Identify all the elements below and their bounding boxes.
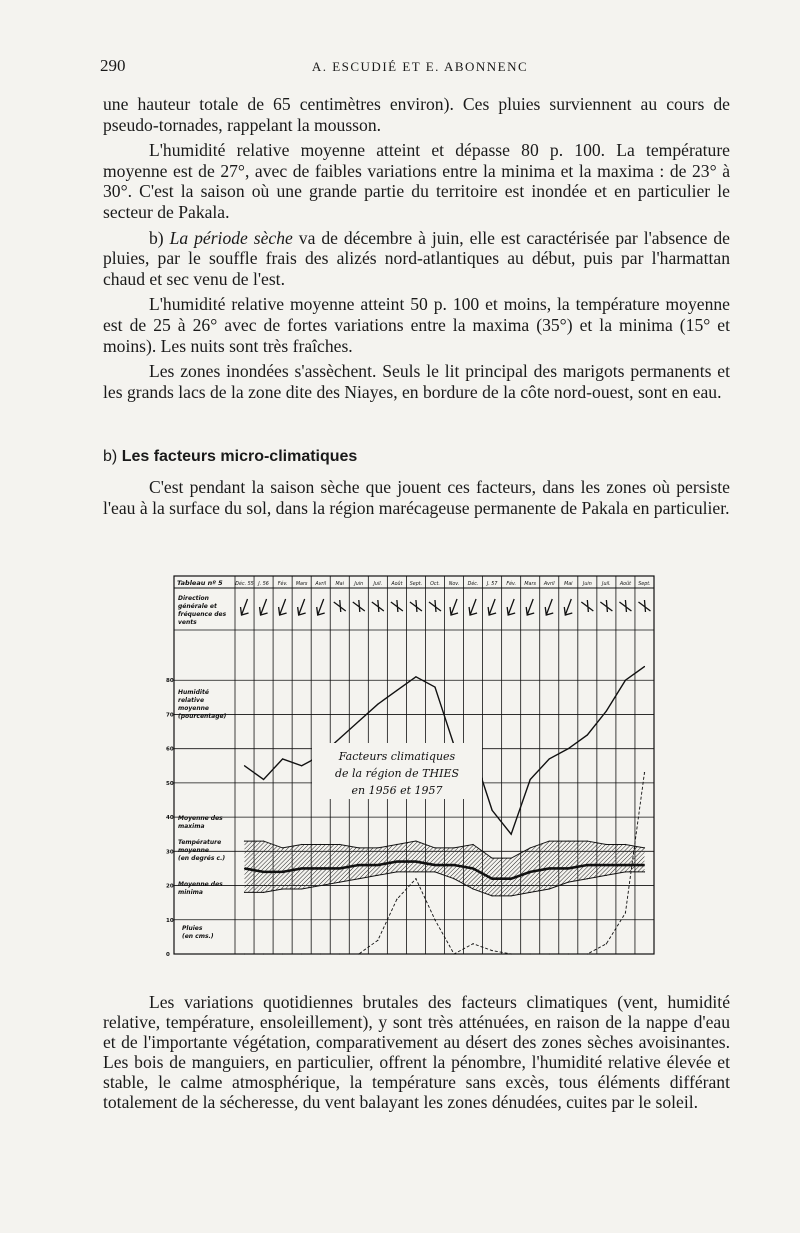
tmean-point	[244, 868, 245, 869]
tmean-point	[320, 868, 321, 869]
month-label: Sept.	[638, 582, 651, 587]
row-label-wind: Direction	[178, 595, 209, 602]
humidity-point	[587, 734, 588, 735]
tmin-point	[472, 888, 473, 889]
wind-arrow	[298, 599, 306, 615]
wind-arrow	[429, 600, 441, 612]
rain-point	[358, 953, 359, 954]
month-label: J. 57	[486, 582, 498, 587]
wind-arrow	[353, 600, 365, 612]
tmin-point	[282, 888, 283, 889]
humidity-point	[644, 666, 645, 667]
month-label: Nov.	[448, 582, 460, 587]
month-label: Mai	[564, 582, 573, 587]
section-label: b)	[103, 448, 118, 465]
page-header	[100, 56, 740, 80]
rain-point	[511, 953, 512, 954]
month-label: Avril	[315, 582, 327, 587]
month-label: Déc. 55	[235, 582, 254, 587]
y-tick-label: 80	[166, 678, 174, 685]
y-tick-label: 10	[166, 917, 174, 924]
tmax-point	[511, 858, 512, 859]
humidity-point	[244, 765, 245, 766]
tmean-point	[263, 871, 264, 872]
rain-point	[472, 943, 473, 944]
tmean-point	[549, 868, 550, 869]
month-label: Sept.	[409, 582, 423, 587]
tmin-point	[339, 882, 340, 883]
tmean-point	[453, 864, 454, 865]
table-label: Tableau nº 5	[177, 579, 223, 587]
tmean-point	[377, 864, 378, 865]
tmin-point	[530, 892, 531, 893]
paragraph: C'est pendant la saison sèche que jouent ces facteurs, dans les zones où persiste l'eau à la surface du sol, dans la région marécageuse permanente de Pakala en particulier.	[103, 477, 730, 518]
humidity-point	[377, 704, 378, 705]
tmax-point	[625, 844, 626, 845]
row-label-humidity: moyenne	[178, 705, 209, 712]
tmin-point	[568, 882, 569, 883]
wind-arrow	[564, 599, 572, 615]
humidity-point	[530, 779, 531, 780]
tmax-point	[606, 844, 607, 845]
row-label-tmin: minima	[178, 889, 203, 896]
wind-arrow	[334, 600, 346, 612]
y-tick-label: 50	[166, 780, 174, 787]
y-tick-label: 0	[166, 952, 170, 958]
wind-arrow	[581, 600, 593, 612]
tmean-point	[339, 868, 340, 869]
month-label: Fév.	[277, 582, 288, 587]
humidity-point	[358, 721, 359, 722]
rain-point	[434, 919, 435, 920]
tmean-point	[606, 864, 607, 865]
paragraph: Les variations quotidiennes brutales des facteurs climatiques (vent, humidité relative, température, ensoleillement), y sont très atténuées, en raison de la nappe d'eau et de l'importante végétation, comparativement au désert des zones sèches avoisinantes. Les bois de manguiers, en particulier, offrent la pénombre, l'humidité relative élevée et stable, le calme atmosphérique, la température sans excès, tous éléments différant totalement de la sécheresse, du vent balayant les zones dénudées, cuites par le soleil.	[103, 992, 730, 1112]
tmax-point	[568, 840, 569, 841]
tmean-point	[415, 861, 416, 862]
rain-point	[377, 940, 378, 941]
month-label: Oct.	[430, 582, 440, 587]
tmean-point	[492, 878, 493, 879]
wind-arrow	[619, 600, 631, 612]
tmean-point	[625, 864, 626, 865]
wind-arrow	[488, 599, 496, 615]
tmax-point	[492, 858, 493, 859]
y-tick-label: 30	[166, 849, 174, 856]
rain-point	[415, 878, 416, 879]
paragraph: une hauteur totale de 65 centimètres environ). Ces pluies surviennent au cours de pseudo-tornades, rappelant la mousson.	[103, 94, 730, 135]
tmean-point	[358, 864, 359, 865]
row-label-tmean: moyenne	[178, 847, 209, 854]
paragraph-period-b	[103, 228, 730, 290]
rain-point	[244, 953, 245, 954]
tmean-point	[282, 871, 283, 872]
paragraph: L'humidité relative moyenne atteint 50 p. 100 et moins, la température moyenne est de 25 à 26° avec de fortes variations entre la maxima (35°) et la minima (15° et moins). Les nuits sont très fraîches.	[103, 294, 730, 356]
para-b-label: b)	[149, 227, 164, 248]
tmin-point	[358, 878, 359, 879]
humidity-point	[492, 810, 493, 811]
tmax-point	[339, 844, 340, 845]
tmean-point	[301, 868, 302, 869]
month-label: Août	[619, 582, 632, 587]
tmean-point	[472, 868, 473, 869]
wind-arrow	[410, 600, 422, 612]
tmin-point	[587, 878, 588, 879]
rain-point	[549, 953, 550, 954]
month-label: Mai	[335, 582, 344, 587]
climate-chart	[152, 568, 667, 960]
month-label: Juin	[582, 582, 592, 587]
para-b-italic: La période sèche	[169, 227, 293, 248]
rain-point	[263, 953, 264, 954]
tmin-point	[263, 892, 264, 893]
rain-point	[301, 953, 302, 954]
row-label-tmax: maxima	[178, 823, 205, 830]
tmin-point	[396, 871, 397, 872]
rain-point	[587, 953, 588, 954]
month-label: Déc.	[467, 582, 479, 587]
wind-arrow	[450, 599, 458, 615]
tmax-point	[549, 840, 550, 841]
row-label-humidity: (pourcentage)	[178, 713, 227, 720]
humidity-point	[625, 680, 626, 681]
wind-arrow	[391, 600, 403, 612]
month-label: Juil.	[373, 582, 383, 587]
wind-arrow	[469, 599, 477, 615]
tmean-point	[511, 878, 512, 879]
month-label: Mars	[295, 582, 308, 587]
wind-arrow	[260, 599, 268, 615]
row-label-tmax: Moyenne des	[178, 815, 223, 822]
page-number: 290	[100, 56, 126, 75]
y-tick-label: 70	[166, 712, 174, 719]
wind-arrow	[600, 600, 612, 612]
humidity-point	[263, 779, 264, 780]
rain-point	[530, 953, 531, 954]
tmax-point	[244, 840, 245, 841]
rain-point	[492, 950, 493, 951]
tmax-point	[587, 840, 588, 841]
tmax-point	[358, 847, 359, 848]
section-title: Les facteurs micro-climatiques	[121, 448, 358, 465]
rain-point	[320, 953, 321, 954]
tmax-point	[415, 840, 416, 841]
tmax-point	[320, 844, 321, 845]
wind-arrow	[317, 599, 325, 615]
wind-arrow	[279, 599, 287, 615]
tmin-point	[301, 888, 302, 889]
row-label-wind: vents	[178, 619, 197, 626]
row-label-wind: générale et	[178, 603, 217, 610]
rain-point	[282, 953, 283, 954]
tmin-point	[625, 871, 626, 872]
wind-arrow	[241, 599, 249, 615]
tmin-point	[492, 895, 493, 896]
rain-point	[606, 943, 607, 944]
tmean-point	[568, 868, 569, 869]
wind-arrow	[638, 600, 650, 612]
text-block-top	[103, 94, 730, 407]
tmin-point	[244, 892, 245, 893]
paragraph: Les zones inondées s'assèchent. Seuls le lit principal des marigots permanents et les grands lacs de la zone dite des Niayes, en bordure de la côte nord-ouest, sont en eau.	[103, 361, 730, 402]
tmax-point	[644, 847, 645, 848]
paragraph: L'humidité relative moyenne atteint et dépasse 80 p. 100. La température moyenne est de 27°, avec de faibles variations entre la minima et la maxima : de 23° à 30°. C'est la saison où une grande partie du territoire est inondée et en particulier le secteur de Pakala.	[103, 140, 730, 222]
running-title: A. ESCUDIÉ ET E. ABONNENC	[311, 59, 529, 74]
text-block-bottom	[103, 992, 730, 1117]
humidity-point	[568, 748, 569, 749]
chart-title-line: Facteurs climatiques	[338, 750, 456, 763]
month-label: Avril	[543, 582, 555, 587]
humidity-point	[301, 765, 302, 766]
tmean-point	[587, 864, 588, 865]
tmin-point	[453, 878, 454, 879]
y-tick-label: 20	[166, 883, 174, 890]
tmean-point	[396, 861, 397, 862]
row-label-tmin: Moyenne des	[178, 881, 223, 888]
row-label-tmean: (en degrés c.)	[178, 855, 226, 862]
month-label: Juil.	[602, 582, 611, 587]
tmin-point	[377, 875, 378, 876]
tmax-point	[434, 847, 435, 848]
humidity-point	[434, 686, 435, 687]
humidity-point	[339, 738, 340, 739]
tmin-point	[511, 895, 512, 896]
row-label-rain: Pluies	[182, 925, 203, 932]
tmin-point	[320, 885, 321, 886]
row-label-tmean: Température	[178, 839, 222, 846]
tmax-point	[530, 847, 531, 848]
rain-point	[625, 912, 626, 913]
month-label: Fév.	[506, 582, 517, 587]
tmax-point	[453, 847, 454, 848]
tmax-point	[263, 840, 264, 841]
chart-title-line: en 1956 et 1957	[351, 784, 443, 797]
row-label-wind: fréquence des	[178, 611, 227, 618]
wind-arrow	[372, 600, 384, 612]
tmin-point	[606, 875, 607, 876]
humidity-point	[549, 758, 550, 759]
wind-arrow	[507, 599, 515, 615]
month-label: Juin	[354, 582, 364, 587]
month-label: Août	[391, 582, 403, 587]
row-label-humidity: relative	[178, 697, 205, 704]
rain-point	[453, 953, 454, 954]
y-tick-label: 60	[166, 746, 174, 753]
y-tick-label: 40	[166, 815, 174, 822]
wind-arrow	[545, 599, 553, 615]
humidity-point	[415, 676, 416, 677]
tmax-point	[396, 844, 397, 845]
para-b-rest: va de décembre à juin, elle est caractérisée par l'absence de pluies, par le souffle frais des alizés nord-atlantiques au début, puis par l'harmattan chaud et sec venu de l'est.	[103, 227, 730, 289]
chart-title-line: de la région de THIES	[334, 767, 460, 780]
rain-point	[568, 953, 569, 954]
text-block-section	[103, 477, 730, 523]
humidity-point	[282, 758, 283, 759]
wind-arrow	[526, 599, 534, 615]
humidity-point	[606, 710, 607, 711]
tmax-point	[301, 844, 302, 845]
month-label: Mars	[524, 582, 536, 587]
tmin-point	[644, 871, 645, 872]
month-label: J. 56	[258, 582, 269, 587]
rain-point	[644, 772, 645, 773]
tmax-point	[282, 847, 283, 848]
tmean-point	[644, 864, 645, 865]
tmax-point	[472, 844, 473, 845]
tmin-point	[415, 871, 416, 872]
row-label-rain: (en cms.)	[182, 933, 214, 940]
tmin-point	[549, 888, 550, 889]
row-label-humidity: Humidité	[178, 689, 209, 696]
section-heading	[103, 448, 357, 466]
tmin-point	[434, 871, 435, 872]
tmean-point	[434, 864, 435, 865]
rain-point	[339, 953, 340, 954]
tmean-point	[530, 871, 531, 872]
tmax-point	[377, 847, 378, 848]
humidity-point	[396, 690, 397, 691]
humidity-point	[511, 834, 512, 835]
rain-point	[396, 899, 397, 900]
